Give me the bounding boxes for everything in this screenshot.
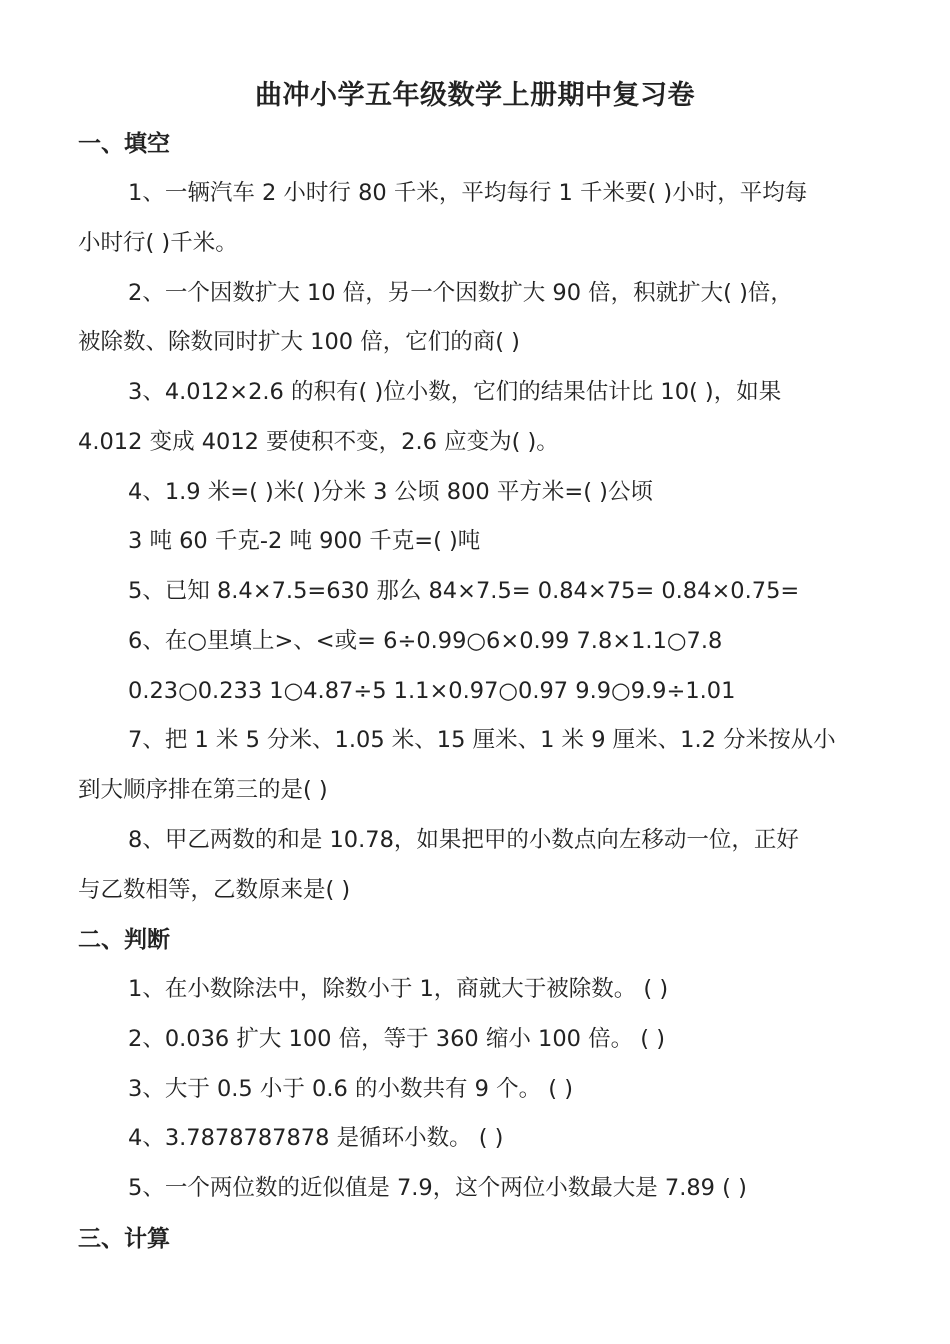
- fill-q2-line1: 2、一个因数扩大 10 倍，另一个因数扩大 90 倍，积就扩大( )倍，: [128, 280, 793, 306]
- fill-q6-line1: 6、在○里填上>、<或= 6÷0.99○6×0.99 7.8×1.1○7.8: [128, 628, 723, 654]
- fill-q2-line2: 被除数、除数同时扩大 100 倍，它们的商( ): [78, 329, 520, 355]
- fill-q4-line2: 3 吨 60 千克-2 吨 900 千克=( )吨: [128, 528, 481, 554]
- judge-q1: 1、在小数除法中，除数小于 1，商就大于被除数。 ( ): [128, 976, 669, 1002]
- page-title: 曲冲小学五年级数学上册期中复习卷: [255, 80, 695, 111]
- fill-q7-line2: 到大顺序排在第三的是( ): [78, 777, 328, 803]
- fill-q5-line: 5、已知 8.4×7.5=630 那么 84×7.5= 0.84×75= 0.84×0.75=: [128, 578, 800, 604]
- judge-q3: 3、大于 0.5 小于 0.6 的小数共有 9 个。 ( ): [128, 1076, 573, 1102]
- section-heading-fill-in: 一、填空: [78, 131, 170, 157]
- judge-q5: 5、一个两位数的近似值是 7.9，这个两位小数最大是 7.89 ( ): [128, 1175, 747, 1201]
- fill-q4-line1: 4、1.9 米=( )米( )分米 3 公顷 800 平方米=( )公顷: [128, 479, 653, 505]
- fill-q3-line2: 4.012 变成 4012 要使积不变，2.6 应变为( )。: [78, 429, 559, 455]
- judge-q4: 4、3.7878787878 是循环小数。 ( ): [128, 1125, 504, 1151]
- fill-q6-line2: 0.23○0.233 1○4.87÷5 1.1×0.97○0.97 9.9○9.9÷1.01: [128, 678, 736, 704]
- fill-q1-line1: 1、一辆汽车 2 小时行 80 千米，平均每行 1 千米要( )小时，平均每: [128, 180, 808, 206]
- fill-q1-line2: 小时行( )千米。: [78, 230, 238, 256]
- section-heading-true-false: 二、判断: [78, 927, 170, 953]
- section-heading-calculation: 三、计算: [78, 1226, 170, 1252]
- judge-q2: 2、0.036 扩大 100 倍，等于 360 缩小 100 倍。 ( ): [128, 1026, 665, 1052]
- fill-q7-line1: 7、把 1 米 5 分米、1.05 米、15 厘米、1 米 9 厘米、1.2 分米按从小: [128, 727, 836, 753]
- fill-q8-line1: 8、甲乙两数的和是 10.78，如果把甲的小数点向左移动一位，正好: [128, 827, 799, 853]
- fill-q8-line2: 与乙数相等，乙数原来是( ): [78, 877, 351, 903]
- fill-q3-line1: 3、4.012×2.6 的积有( )位小数，它们的结果估计比 10( )，如果: [128, 379, 782, 405]
